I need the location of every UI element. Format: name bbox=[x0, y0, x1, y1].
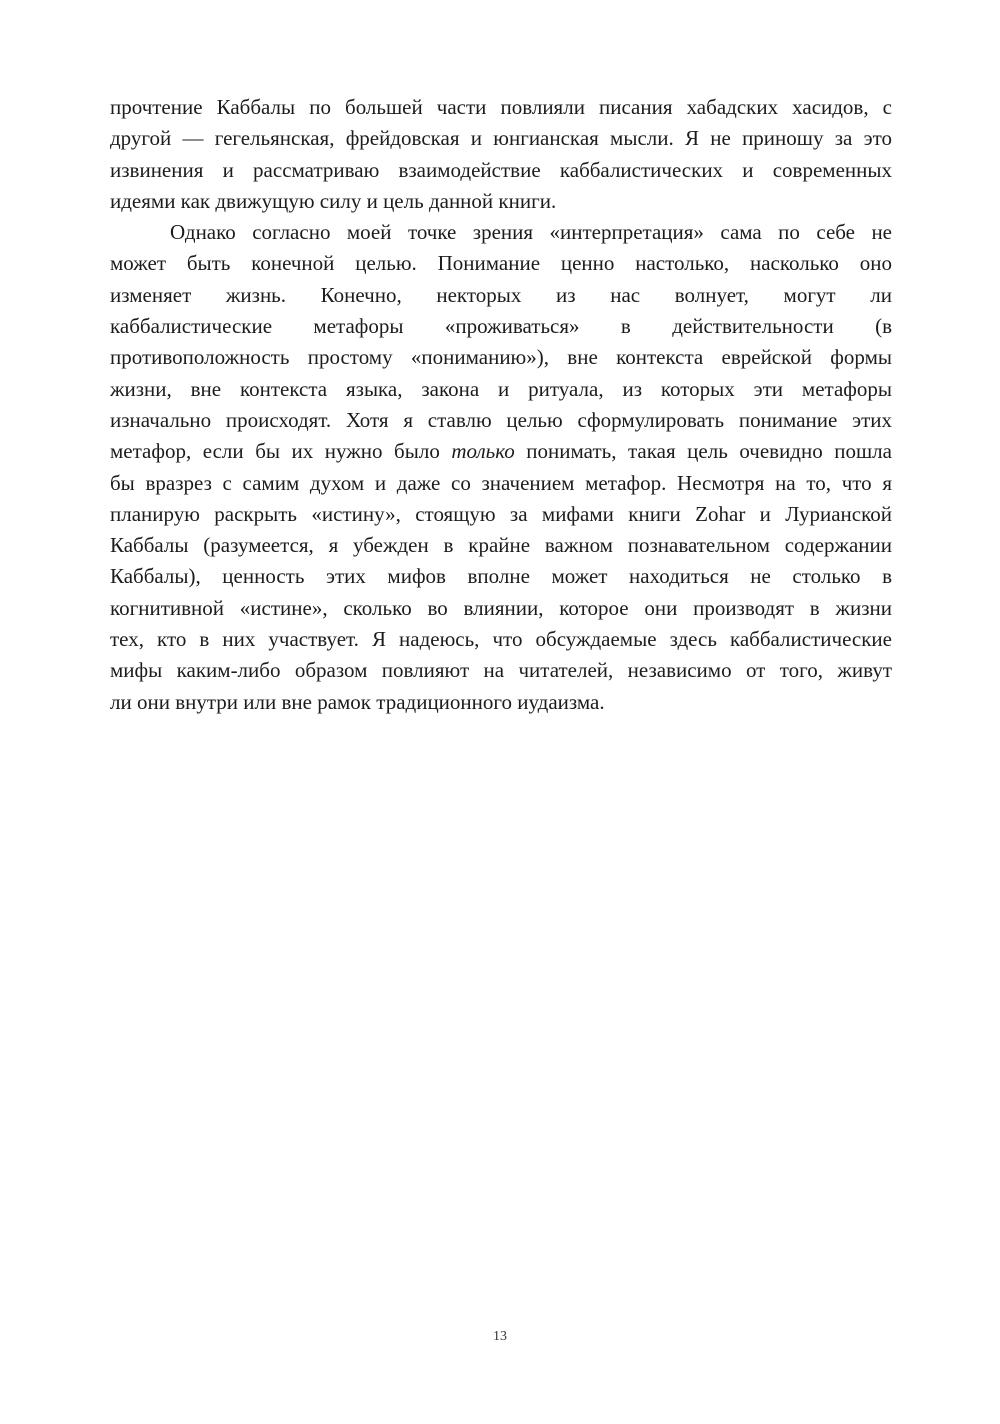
body-text bbox=[110, 92, 892, 718]
text-line: другой — гегельянская, фрейдовская и юнгианская мысли. Я не приношу за это bbox=[110, 126, 892, 151]
text-line: может быть конечной целью. Понимание ценно настолько, насколько оно bbox=[110, 251, 892, 276]
text-line: ли они внутри или вне рамок традиционного иудаизма. bbox=[110, 689, 605, 714]
text-line: прочтение Каббалы по большей части повлияли писания хабадских хасидов, с bbox=[110, 95, 892, 119]
text-line: изначально происходят. Хотя я ставлю целью сформулировать понимание этих bbox=[110, 407, 892, 432]
text-line: бы вразрез с самим духом и даже со значением метафор. Несмотря на то, что я bbox=[110, 470, 892, 495]
text-line: Каббалы), ценность этих мифов вполне может находиться не столько в bbox=[110, 564, 892, 589]
text-line: противоположность простому «пониманию»), вне контекста еврейской формы bbox=[110, 345, 892, 370]
text-line: жизни, вне контекста языка, закона и ритуала, из которых эти метафоры bbox=[110, 376, 892, 401]
emphasized-word: только bbox=[451, 439, 515, 464]
text-line: мифы каким-либо образом повлияют на читателей, независимо от того, живут bbox=[110, 658, 892, 683]
text-line: когнитивной «истине», сколько во влиянии, которое они производят в жизни bbox=[110, 595, 892, 620]
text-line: извинения и рассматриваю взаимодействие каббалистических и современных bbox=[110, 157, 892, 182]
text-line: каббалистические метафоры «проживаться» в действительности (в bbox=[110, 314, 892, 339]
paragraph-first-line: Однако согласно моей точке зрения «интерпретация» сама по себе не bbox=[170, 220, 892, 245]
text-segment: понимать, такая цель очевидно пошла bbox=[514, 439, 892, 464]
text-line: тех, кто в них участвует. Я надеюсь, что обсуждаемые здесь каббалистические bbox=[110, 627, 892, 652]
page-number: 13 bbox=[493, 1329, 507, 1344]
text-line: идеями как движущую силу и цель данной книги. bbox=[110, 188, 557, 213]
text-segment: метафор, если бы их нужно было bbox=[110, 439, 452, 464]
text-line-with-emphasis bbox=[110, 436, 892, 467]
text-line: Каббалы (разумеется, я убежден в крайне важном познавательном содержании bbox=[110, 533, 892, 558]
text-line: изменяет жизнь. Конечно, некторых из нас волнует, могут ли bbox=[110, 282, 892, 307]
text-line: планирую раскрыть «истину», стоящую за мифами книги Zohar и Лурианской bbox=[110, 501, 892, 526]
